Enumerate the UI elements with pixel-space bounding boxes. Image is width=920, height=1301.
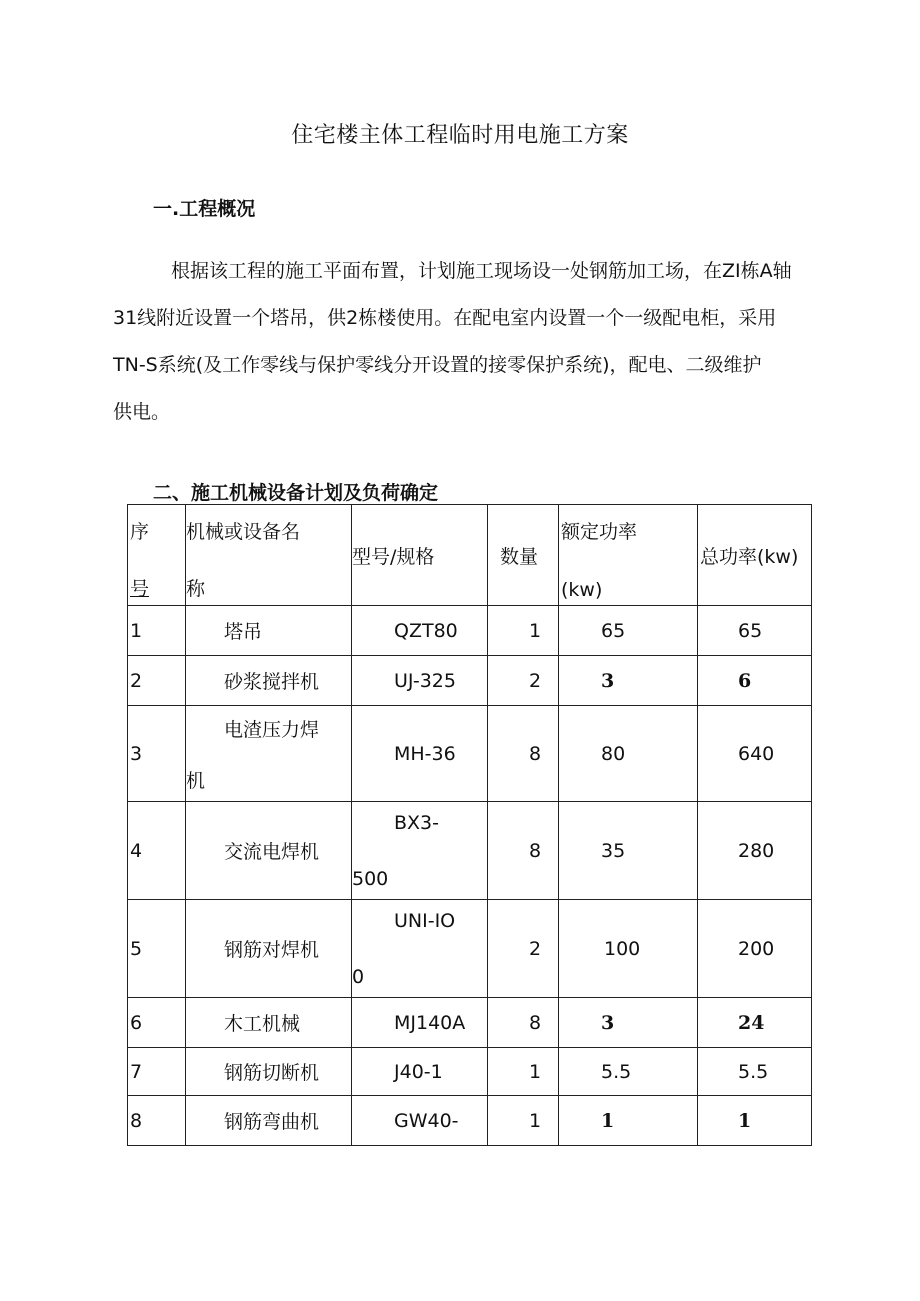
paragraph-line: 根据该工程的施工平面布置，计划施工现场设一处钢筋加工场，在ZI栋A轴 [171,260,792,282]
cell-qty: 8 [488,706,559,802]
header-rated-line1: 额定功率 [561,521,638,543]
cell-name: 钢筋切断机 [186,1048,352,1096]
cell-model-line1: UNI-IO [394,909,456,932]
cell-total: 6 [698,656,812,706]
table-row [128,606,812,656]
cell-model: QZT80 [352,606,488,656]
cell-qty: 2 [488,656,559,706]
cell-seq: 6 [128,998,186,1048]
cell-total: 640 [698,706,812,802]
cell-model [352,802,488,900]
paragraph-line: TN-S系统(及工作零线与保护零线分开设置的接零保护系统)，配电、二级维护 [113,354,762,376]
cell-model-line2: 500 [352,867,389,890]
cell-qty: 8 [488,802,559,900]
paragraph-line: 供电。 [113,401,171,423]
cell-rated: 80 [559,706,698,802]
cell-seq: 7 [128,1048,186,1096]
table-header-row [128,505,812,606]
header-total-label: 总功率(kw) [700,545,799,568]
header-name-line1: 机械或设备名 [186,521,301,543]
cell-rated: 100 [559,900,698,998]
header-model [352,505,488,606]
section-heading-overview: 一.工程概况 [153,198,256,220]
cell-rated: 5.5 [559,1048,698,1096]
paragraph-line: 31线附近设置一个塔吊，供2栋楼使用。在配电室内设置一个一级配电柜，采用 [113,307,777,329]
cell-rated: 35 [559,802,698,900]
cell-name: 钢筋弯曲机 [186,1096,352,1146]
table-row [128,706,812,802]
header-qty-label: 数量 [500,545,539,568]
section-heading-equipment: 二、施工机械设备计划及负荷确定 [153,482,439,504]
cell-rated: 1 [559,1096,698,1146]
cell-seq: 2 [128,656,186,706]
cell-total: 1 [698,1096,812,1146]
table-row [128,900,812,998]
header-seq-line2: 号 [130,578,150,600]
header-total-power [698,505,812,606]
cell-total: 280 [698,802,812,900]
cell-model [352,900,488,998]
cell-name-line2: 机 [186,769,206,792]
cell-rated: 3 [559,656,698,706]
cell-qty: 2 [488,900,559,998]
cell-model: GW40- [352,1096,488,1146]
cell-name: 交流电焊机 [186,802,352,900]
cell-name [186,706,352,802]
cell-name: 钢筋对焊机 [186,900,352,998]
cell-qty: 8 [488,998,559,1048]
cell-total: 24 [698,998,812,1048]
document-title: 住宅楼主体工程临时用电施工方案 [291,123,629,148]
table-row [128,998,812,1048]
cell-seq: 5 [128,900,186,998]
cell-name-line1: 电渣压力焊 [224,718,320,741]
header-qty [488,505,559,606]
cell-qty: 1 [488,1048,559,1096]
cell-seq: 3 [128,706,186,802]
cell-model: MJ140A [352,998,488,1048]
cell-qty: 1 [488,606,559,656]
cell-total: 200 [698,900,812,998]
cell-model-line1: BX3- [394,811,439,834]
cell-seq: 8 [128,1096,186,1146]
header-rated-line2: (kw) [561,579,603,601]
cell-qty: 1 [488,1096,559,1146]
cell-model-line2: 0 [352,965,365,988]
cell-model: UJ-325 [352,656,488,706]
header-rated-power [559,505,698,606]
cell-total: 5.5 [698,1048,812,1096]
cell-seq: 4 [128,802,186,900]
header-seq-line1: 序 [130,521,150,543]
cell-name: 砂浆搅拌机 [186,656,352,706]
cell-total: 65 [698,606,812,656]
header-seq [128,505,186,606]
cell-model: MH-36 [352,706,488,802]
cell-name: 塔吊 [186,606,352,656]
equipment-table [127,504,812,1146]
table-row [128,656,812,706]
cell-model: J40-1 [352,1048,488,1096]
cell-rated: 3 [559,998,698,1048]
cell-seq: 1 [128,606,186,656]
header-model-label: 型号/规格 [352,545,435,568]
table-row [128,1048,812,1096]
header-name [186,505,352,606]
overview-paragraph [113,252,813,440]
cell-rated: 65 [559,606,698,656]
table-row [128,1096,812,1146]
table-row [128,802,812,900]
cell-name: 木工机械 [186,998,352,1048]
header-name-line2: 称 [186,578,206,600]
